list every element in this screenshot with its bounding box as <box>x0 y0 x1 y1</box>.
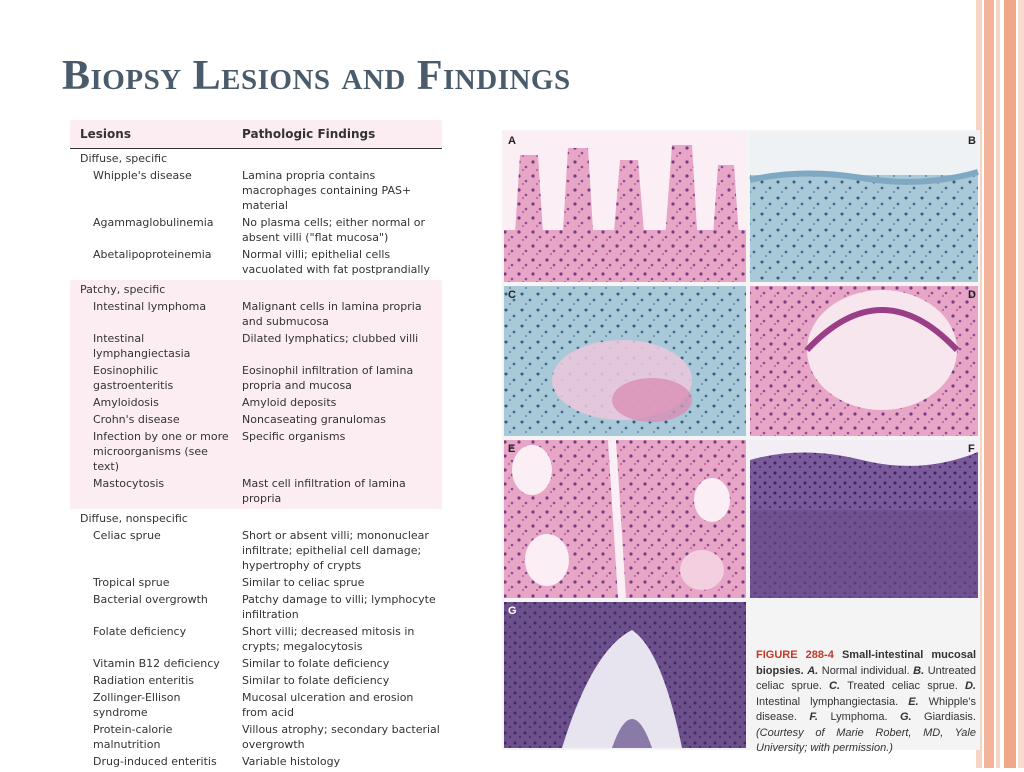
caption-letter: D. <box>957 680 976 692</box>
panel-label-d: D <box>968 289 976 301</box>
table-row <box>70 672 442 689</box>
finding-cell: No plasma cells; either normal or absent villi ("flat mucosa") <box>242 216 425 244</box>
table-row <box>70 214 442 246</box>
stripe <box>1018 0 1024 768</box>
header-lesions: Lesions <box>80 127 131 141</box>
lesions-table <box>70 120 442 772</box>
table-row <box>70 591 442 623</box>
finding-cell: Lamina propria contains macrophages containing PAS+ material <box>242 169 412 212</box>
caption-text: Normal individual. <box>821 664 910 677</box>
finding-cell: Variable histology <box>242 755 341 768</box>
lesion-cell: Celiac sprue <box>93 529 161 542</box>
finding-cell: Villous atrophy; secondary bacterial overgrowth <box>242 723 440 751</box>
table-row <box>70 527 442 574</box>
finding-cell: Similar to folate deficiency <box>242 674 390 687</box>
lesion-cell: Agammaglobulinemia <box>93 216 214 229</box>
table-row <box>70 167 442 214</box>
finding-cell: Mast cell infiltration of lamina propria <box>242 477 406 505</box>
stripe <box>1004 0 1016 768</box>
caption-title: Small-intestinal mucosal biopsies. <box>756 649 977 677</box>
finding-cell: Short or absent villi; mononuclear infiltrate; epithelial cell damage; hypertrophy of crypts <box>242 529 429 572</box>
panel-d <box>750 286 978 436</box>
panel-label-b: B <box>968 135 976 147</box>
table-row <box>70 689 442 721</box>
caption-letter: A. <box>807 664 822 677</box>
finding-cell: Noncaseating granulomas <box>242 413 386 426</box>
finding-cell: Normal villi; epithelial cells vacuolated with fat postprandially <box>242 248 430 276</box>
panel-label-g: G <box>508 605 517 617</box>
panel-b <box>750 132 978 282</box>
finding-cell: Amyloid deposits <box>242 396 337 409</box>
panel-label-f: F <box>968 443 975 455</box>
table-row <box>70 411 442 428</box>
lesion-cell: Radiation enteritis <box>93 674 194 687</box>
lesion-cell: Mastocytosis <box>93 477 165 490</box>
lesion-cell: Abetalipoproteinemia <box>93 248 212 261</box>
stripe <box>984 0 994 768</box>
panel-label-a: A <box>508 135 516 147</box>
panel-a <box>504 132 746 282</box>
table-row <box>70 298 442 330</box>
table-row <box>70 574 442 591</box>
finding-cell: Similar to folate deficiency <box>242 657 390 670</box>
caption-letter: C. <box>821 680 848 692</box>
group-label: Patchy, specific <box>80 283 166 296</box>
finding-cell: Short villi; decreased mitosis in crypts; megalocytosis <box>242 625 415 653</box>
table-row <box>70 246 442 278</box>
finding-cell: Dilated lymphatics; clubbed villi <box>242 332 419 345</box>
finding-cell: Patchy damage to villi; lymphocyte infiltration <box>242 593 436 621</box>
caption-letter: F. <box>796 711 831 723</box>
caption-text: Lymphoma. <box>830 711 888 723</box>
caption-figure-number: FIGURE 288-4 <box>756 649 834 661</box>
caption-text: Intestinal lymphangiectasia. <box>756 695 899 708</box>
finding-cell: Eosinophil infiltration of lamina propria and mucosa <box>242 364 414 392</box>
table-row <box>70 623 442 655</box>
group-label: Diffuse, nonspecific <box>80 512 188 525</box>
table-row <box>70 330 442 362</box>
panel-label-c: C <box>508 289 516 301</box>
table-row <box>70 721 442 753</box>
table-row <box>70 753 442 770</box>
table-body <box>70 149 442 772</box>
caption-letter: E. <box>898 695 929 708</box>
lesion-cell: Eosinophilic gastroenteritis <box>93 364 174 392</box>
decorative-stripes <box>976 0 1024 768</box>
caption-text: Treated celiac sprue. <box>847 680 958 692</box>
table-header <box>70 120 442 149</box>
lesion-cell: Whipple's disease <box>93 169 192 182</box>
group-label: Diffuse, specific <box>80 152 168 165</box>
finding-cell: Mucosal ulceration and erosion from acid <box>242 691 414 719</box>
lesion-cell: Crohn's disease <box>93 413 180 426</box>
lesion-cell: Protein-calorie malnutrition <box>93 723 173 751</box>
table-row <box>70 362 442 394</box>
figure-caption <box>756 648 976 757</box>
caption-letter: B. <box>909 664 928 677</box>
finding-cell: Specific organisms <box>242 430 346 443</box>
caption-text: Whipple's disease. <box>756 695 976 723</box>
lesion-cell: Bacterial overgrowth <box>93 593 208 606</box>
table-group <box>70 509 442 772</box>
lesion-cell: Vitamin B12 deficiency <box>93 657 220 670</box>
table-row <box>70 428 442 475</box>
finding-cell: Similar to celiac sprue <box>242 576 365 589</box>
table-row <box>70 394 442 411</box>
lesion-cell: Infection by one or more microorganisms (see text) <box>93 430 229 473</box>
table-row <box>70 655 442 672</box>
lesion-cell: Drug-induced enteritis <box>93 755 217 768</box>
lesion-cell: Tropical sprue <box>93 576 170 589</box>
caption-credit: (Courtesy of Marie Robert, MD, Yale University; with permission.) <box>756 726 976 754</box>
lesion-cell: Amyloidosis <box>93 396 159 409</box>
lesion-cell: Folate deficiency <box>93 625 187 638</box>
panel-g <box>504 602 746 748</box>
panel-f <box>750 440 978 598</box>
panel-c <box>504 286 746 436</box>
lesion-cell: Intestinal lymphoma <box>93 300 207 313</box>
lesion-cell: Zollinger-Ellison syndrome <box>93 691 181 719</box>
header-findings: Pathologic Findings <box>242 127 376 141</box>
table-group <box>70 280 442 509</box>
page-title: Biopsy Lesions and Findings <box>62 53 571 99</box>
stripe <box>996 0 1000 768</box>
caption-text: Giardiasis. <box>924 711 976 723</box>
panel-label-e: E <box>508 443 516 455</box>
finding-cell: Malignant cells in lamina propria and submucosa <box>242 300 422 328</box>
caption-letter: G. <box>887 711 925 723</box>
panel-e <box>504 440 746 598</box>
table-group <box>70 149 442 280</box>
lesion-cell: Intestinal lymphangiectasia <box>93 332 191 360</box>
table-row <box>70 475 442 507</box>
caption-text: Untreated celiac sprue. <box>756 664 976 692</box>
